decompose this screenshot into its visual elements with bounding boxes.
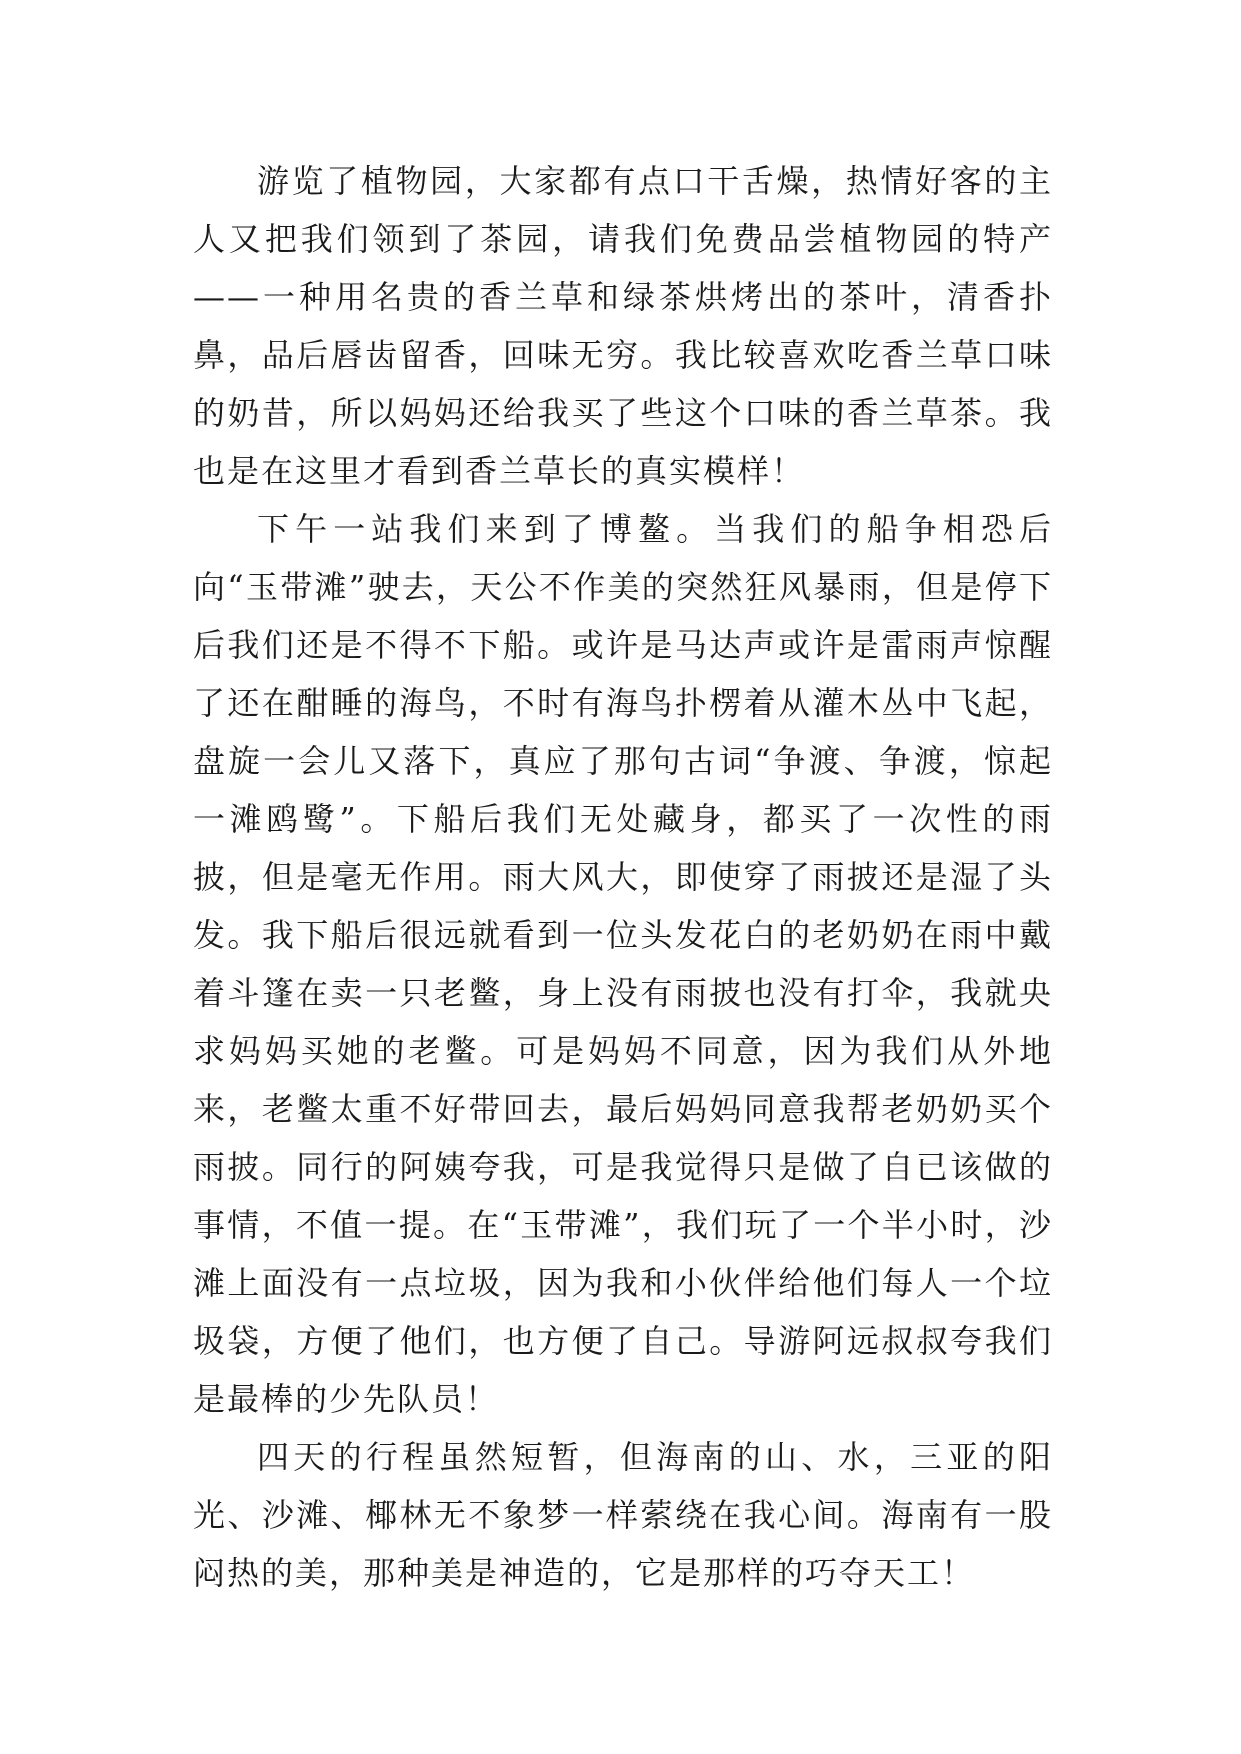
- paragraph-trip-conclusion: 四天的行程虽然短暂，但海南的山、水，三亚的阳光、沙滩、椰林无不象梦一样萦绕在我心间。海南有一股闷热的美，那种美是神造的，它是那样的巧夺天工！: [193, 1438, 1053, 1592]
- paragraph-boao-jade-belt-beach: 下午一站我们来到了博鳌。当我们的船争相恐后向“玉带滩”驶去，天公不作美的突然狂风暴雨，但是停下后我们还是不得不下船。或许是马达声或许是雷雨声惊醒了还在酣睡的海鸟，不时有海鸟扑楞着从灌木丛中飞起，盘旋一会儿又落下，真应了那句古词“争渡、争渡，惊起一滩鸥鹭”。下船后我们无处藏身，都买了一次性的雨披，但是毫无作用。雨大风大，即使穿了雨披还是湿了头发。我下船后很远就看到一位头发花白的老奶奶在雨中戴着斗篷在卖一只老鳖，身上没有雨披也没有打伞，我就央求妈妈买她的老鳖。可是妈妈不同意，因为我们从外地来，老鳖太重不好带回去，最后妈妈同意我帮老奶奶买个雨披。同行的阿姨夸我，可是我觉得只是做了自已该做的事情，不值一提。在“玉带滩”，我们玩了一个半小时，沙滩上面没有一点垃圾，因为我和小伙伴给他们每人一个垃圾袋，方便了他们，也方便了自己。导游阿远叔叔夸我们是最棒的少先队员！: [193, 510, 1053, 1418]
- body-text: [193, 152, 1053, 1602]
- paragraph-botanical-garden-tea: 游览了植物园，大家都有点口干舌燥，热情好客的主人又把我们领到了茶园，请我们免费品尝植物园的特产——一种用名贵的香兰草和绿茶烘烤出的茶叶，清香扑鼻，品后唇齿留香，回味无穷。我比较喜欢吃香兰草口味的奶昔，所以妈妈还给我买了些这个口味的香兰草茶。我也是在这里才看到香兰草长的真实模样！: [193, 162, 1053, 490]
